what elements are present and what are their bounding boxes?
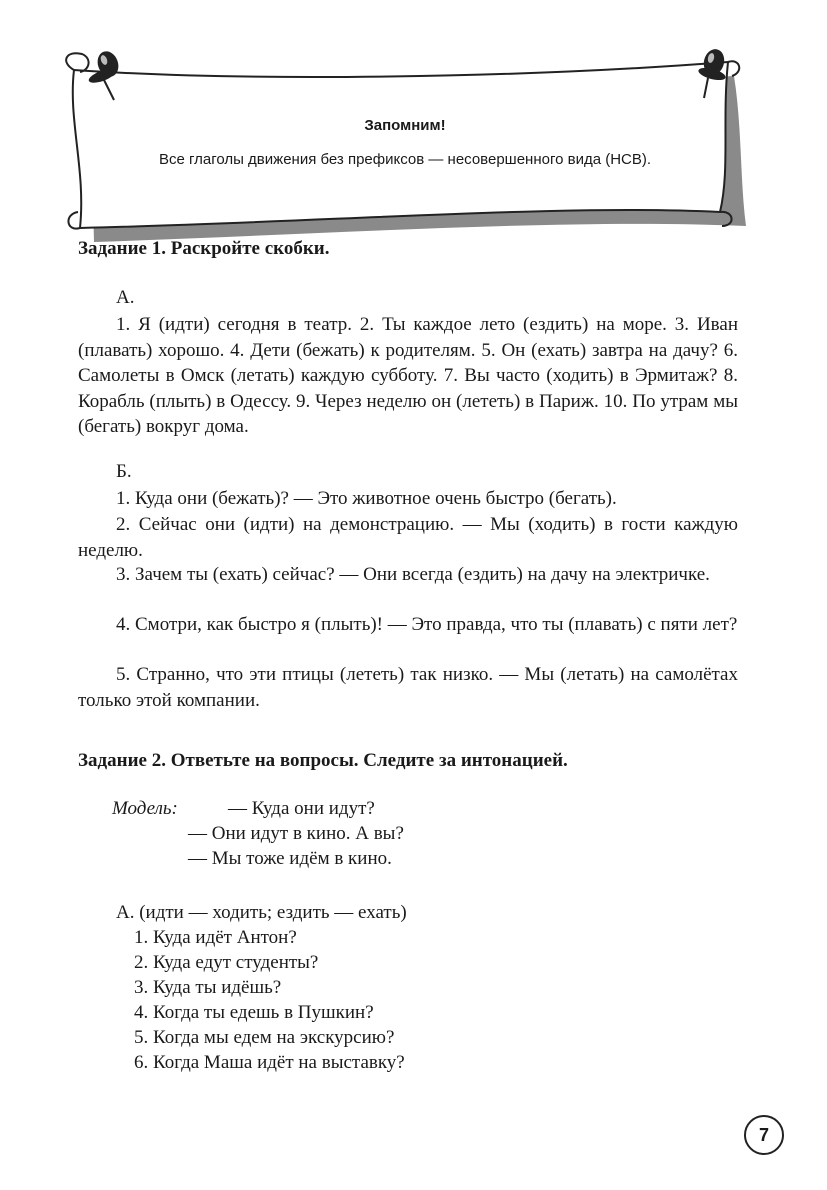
- question-item: 3. Куда ты идёшь?: [134, 977, 282, 998]
- task2-heading: Задание 2. Ответьте на вопросы. Следите за интонацией.: [78, 750, 568, 771]
- task1-part-b-item: 5. Странно, что эти птицы (лететь) так низко. — Мы (летать) на самолётах только этой компании.: [78, 664, 738, 711]
- question-item: 1. Куда идёт Антон?: [134, 927, 297, 948]
- task1-part-b-item: 3. Зачем ты (ехать) сейчас? — Они всегда (ездить) на дачу на электричке.: [116, 564, 710, 585]
- page-number: 7: [758, 1124, 769, 1145]
- question-item: 2. Куда едут студенты?: [134, 952, 319, 973]
- note-title: Запомним!: [364, 117, 446, 134]
- task1-part-a-text: 1. Я (идти) сегодня в театр. 2. Ты каждое лето (ездить) на море. 3. Иван (плавать) хорошо. 4. Дети (бежать) к родителям. 5. Он (ехать) завтра на дачу? 6. Самолеты в Омск (летать) каждую субботу. 7. Вы часто (ходить) в Эрмитаж? 8. Корабль (плыть) в Одессу. 9. Через неделю он (лететь) в Париж. 10. По утрам мы (бегать) вокруг дома.: [78, 314, 738, 437]
- task1-part-b-item: 2. Сейчас они (идти) на демонстрацию. — Мы (ходить) в гости каждую неделю.: [78, 514, 738, 561]
- model-line: — Куда они идут?: [228, 798, 375, 819]
- task1-part-b-label: Б.: [116, 461, 132, 482]
- task1-part-b-item: 4. Смотри, как быстро я (плыть)! — Это правда, что ты (плавать) с пяти лет?: [116, 614, 738, 635]
- page-number-badge: [744, 1115, 784, 1155]
- question-item: 5. Когда мы едем на экскурсию?: [134, 1027, 395, 1048]
- task1-part-b-item: 1. Куда они (бежать)? — Это животное очень быстро (бегать).: [116, 488, 617, 509]
- model-line: — Они идут в кино. А вы?: [188, 823, 404, 844]
- question-item: 6. Когда Маша идёт на выставку?: [134, 1052, 405, 1073]
- question-item: 4. Когда ты едешь в Пушкин?: [134, 1002, 374, 1023]
- task1-heading: Задание 1. Раскройте скобки.: [78, 238, 330, 259]
- task1-part-a-label: А.: [116, 287, 135, 308]
- task2-part-a-label: А. (идти — ходить; ездить — ехать): [116, 902, 407, 923]
- note-text: Все глаголы движения без префиксов — несовершенного вида (НСВ).: [158, 151, 652, 168]
- model-label: Модель:: [112, 798, 178, 819]
- model-line: — Мы тоже идём в кино.: [188, 848, 392, 869]
